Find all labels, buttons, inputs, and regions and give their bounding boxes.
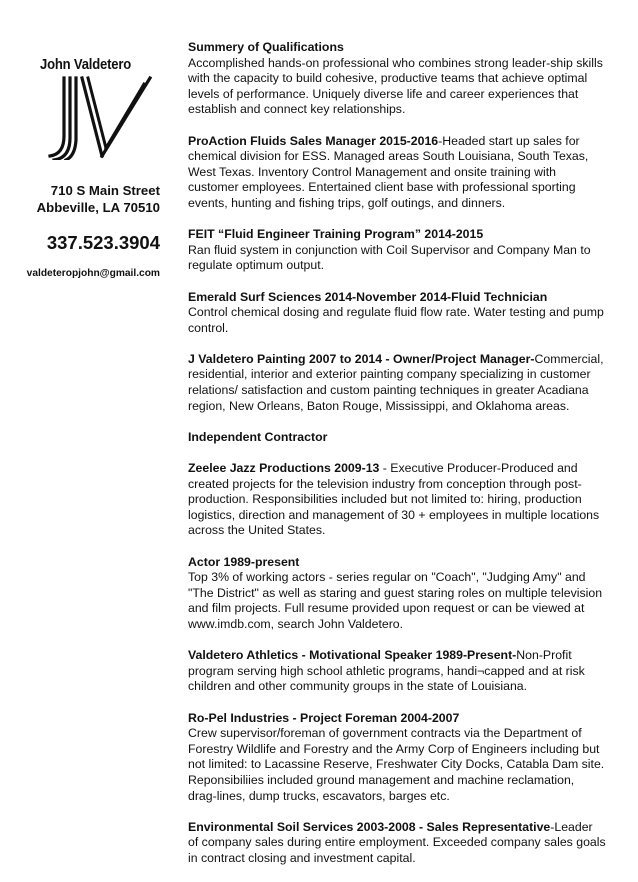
section-body: -Leader of company sales during entire employment. Exceeded company sales goals in contract closing and investment capital. <box>188 819 606 865</box>
section-body: Accomplished hands-on professional who combines strong leader-ship skills with the capacity to build cohesive, productive teams that achieve optimal levels of performance. Uniquely diverse life and career experiences that establish and connect key relationships. <box>188 55 603 117</box>
resume-section <box>188 352 606 414</box>
section-body: -Headed start up sales for chemical division for ESS. Managed areas South Louisiana, South Texas, West Texas. Inventory Control Management and onsite training with customer employees. Entertained client base with professional sporting events, hunting and fishing trips, golf outings, and dinners. <box>188 133 589 210</box>
contact-sidebar <box>0 0 172 826</box>
section-body: - Executive Producer-Produced and created projects for the television industry from conception through post-production. Responsibilities included but not limited to: hiring, production logistics, direction and management of 30 + employees in multiple locations across the United States. <box>188 461 600 538</box>
section-heading: Summery of Qualifications <box>188 40 344 54</box>
section-body: Control chemical dosing and regulate fluid flow rate. Water testing and pump control. <box>188 305 604 335</box>
section-body: Commercial, residential, interior and exterior painting company specializing in customer relations/ satisfaction and custom painting techniques in greater Acadiana region, New Orleans, Baton Rouge, Mississippi, and Oklahoma areas. <box>188 351 604 413</box>
address-line-1: 710 S Main Street <box>50 183 160 198</box>
section-heading: Environmental Soil Services 2003-2008 - Sales Representative <box>188 819 551 834</box>
address-line-2: Abbeville, LA 70510 <box>36 200 160 215</box>
logo-name: John Valdetero <box>40 57 132 73</box>
section-heading: Ro-Pel Industries - Project Foreman 2004-2007 <box>188 710 460 725</box>
section-heading: FEIT “Fluid Engineer Training Program” 2014-2015 <box>188 227 484 242</box>
section-body: Top 3% of working actors - series regular on "Coach", "Judging Amy" and "The District" as well as staring and guest staring roles on multiple television and film projects. Full resume provided upon request or can be viewed at www.imdb.com, search John Valdetero. <box>188 570 603 631</box>
resume-section <box>188 820 606 867</box>
phone-number: 337.523.3904 <box>46 232 160 253</box>
section-heading: ProAction Fluids Sales Manager 2015-2016 <box>188 133 439 148</box>
section-heading: Emerald Surf Sciences 2014-November 2014-Fluid Technician <box>188 289 548 304</box>
resume-body <box>188 40 606 882</box>
resume-section <box>188 290 606 337</box>
section-heading: Actor 1989-present <box>188 554 300 569</box>
section-heading: Independent Contractor <box>188 429 328 444</box>
section-body: Ran fluid system in conjunction with Coil Supervisor and Company Man to regulate optimum output. <box>188 242 591 273</box>
section-heading: Valdetero Athletics - Motivational Speaker 1989-Present- <box>188 648 517 663</box>
resume-section <box>188 711 606 805</box>
resume-section <box>188 648 606 695</box>
email-address: valdeteropjohn@gmail.com <box>26 268 160 279</box>
section-heading: J Valdetero Painting 2007 to 2014 - Owner/Project Manager- <box>188 351 535 366</box>
resume-section <box>188 40 606 118</box>
section-body: Non-Profit program serving high school athletic programs, handi¬capped and at risk children and other community groups in the state of Louisiana. <box>188 648 585 694</box>
resume-section <box>188 430 606 446</box>
resume-section <box>188 461 606 539</box>
resume-section <box>188 555 606 633</box>
section-heading: Zeelee Jazz Productions 2009-13 <box>188 461 380 476</box>
resume-section <box>188 227 606 274</box>
section-body: Crew supervisor/foreman of government contracts via the Department of Forestry Wildlife and Forestry and the Army Corp of Engineers including but not limited: to Lacassine Reserve, Freshwater City Docks, Catabla Dam site. Reponsibiliies included ground management and machine reclamation, drag-lines, dump trucks, escavators, barges etc. <box>188 726 605 803</box>
resume-section <box>188 134 606 212</box>
jv-monogram-logo <box>44 76 154 160</box>
